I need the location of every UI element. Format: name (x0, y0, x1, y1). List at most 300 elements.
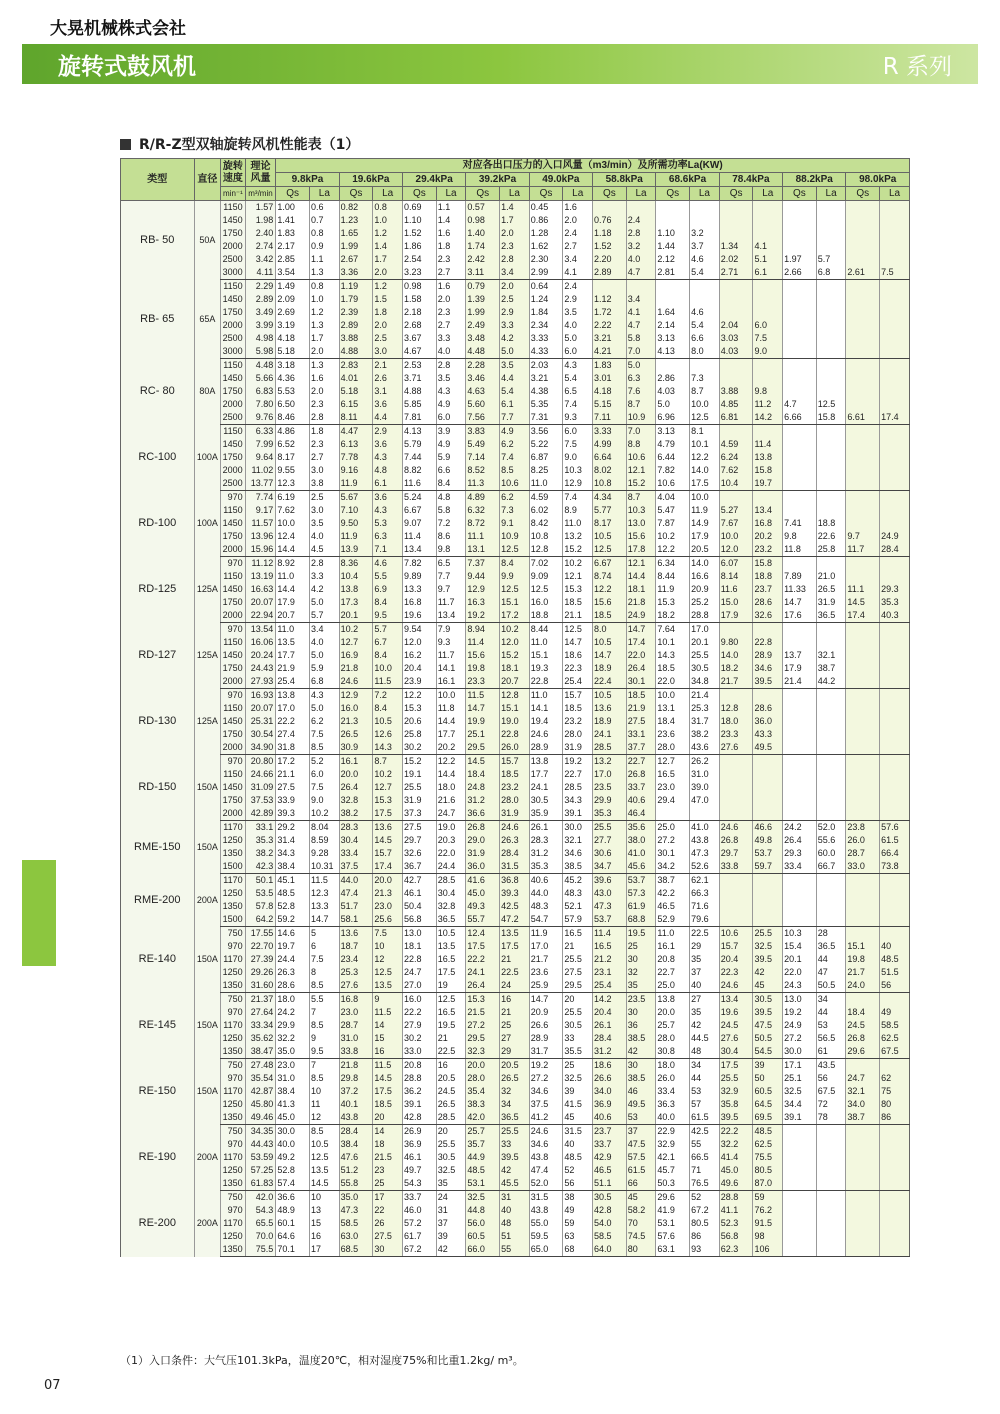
qs-cell (783, 293, 817, 306)
la-cell: 1.2 (310, 306, 340, 319)
la-cell: 5.0 (310, 702, 340, 715)
qs-cell: 28.6 (276, 979, 310, 993)
la-cell: 23 (373, 1164, 403, 1177)
la-cell: 3.4 (500, 266, 530, 280)
la-cell (816, 491, 846, 505)
qs-cell: 5.27 (719, 504, 753, 517)
qs-cell: 3.36 (339, 266, 373, 280)
qs-cell: 21.8 (339, 662, 373, 675)
la-cell (880, 623, 910, 637)
qs-cell: 3.13 (656, 332, 690, 345)
la-cell: 11.4 (753, 438, 783, 451)
la-cell: 23.2 (753, 543, 783, 557)
qs-cell: 5.22 (529, 438, 563, 451)
la-cell: 5.0 (310, 649, 340, 662)
qs-cell: 17.4 (846, 609, 880, 623)
qs-cell (783, 425, 817, 439)
la-cell: 40 (563, 1138, 593, 1151)
flow-cell: 34.35 (245, 1125, 276, 1139)
qs-cell: 21.2 (593, 953, 627, 966)
la-cell: 29.5 (563, 979, 593, 993)
la-cell: 3.4 (563, 253, 593, 266)
qs-cell (846, 570, 880, 583)
la-cell: 39 (563, 1085, 593, 1098)
qs-cell: 28.4 (593, 1032, 627, 1045)
la-cell: 9.3 (563, 411, 593, 425)
qs-cell: 12.2 (656, 543, 690, 557)
qs-cell (719, 306, 753, 319)
la-cell: 10.1 (690, 438, 720, 451)
speed-cell: 1150 (221, 570, 246, 583)
la-cell: 6.0 (436, 411, 466, 425)
qs-cell: 30.4 (339, 834, 373, 847)
qs-cell: 14.4 (276, 583, 310, 596)
qs-cell: 21.7 (529, 953, 563, 966)
la-cell: 62.1 (690, 874, 720, 888)
la-cell: 20 (436, 1125, 466, 1139)
la-cell: 70 (626, 1217, 656, 1230)
la-cell: 13.8 (753, 451, 783, 464)
la-cell (816, 557, 846, 571)
la-cell: 31.9 (500, 807, 530, 821)
table-row (121, 636, 910, 649)
la-cell: 13.5 (436, 940, 466, 953)
qs-cell: 13.5 (276, 636, 310, 649)
la-cell: 25.4 (563, 675, 593, 689)
la-cell: 17.5 (373, 807, 403, 821)
qs-cell: 11.8 (783, 543, 817, 557)
la-cell: 48 (690, 1045, 720, 1059)
qs-cell: 23.0 (276, 1059, 310, 1073)
la-cell: 16.6 (690, 570, 720, 583)
table-row (121, 1217, 910, 1230)
la-cell: 5.9 (436, 451, 466, 464)
qs-cell (593, 201, 627, 215)
qs-cell: 8.25 (529, 464, 563, 477)
qs-cell: 30.6 (593, 847, 627, 860)
la-cell (880, 227, 910, 240)
qs-cell: 6.07 (719, 557, 753, 571)
header-la: La (753, 187, 783, 201)
qs-cell: 24.6 (529, 1125, 563, 1139)
table-row (121, 993, 910, 1007)
qs-cell (846, 359, 880, 373)
table-row (121, 1032, 910, 1045)
qs-cell (719, 900, 753, 913)
la-cell: 75.5 (753, 1151, 783, 1164)
la-cell: 51.5 (880, 966, 910, 979)
la-cell: 1.7 (373, 253, 403, 266)
qs-cell: 52.8 (276, 900, 310, 913)
la-cell (880, 345, 910, 359)
qs-cell: 47.4 (529, 1164, 563, 1177)
la-cell: 57.6 (880, 821, 910, 835)
flow-cell: 9.64 (245, 451, 276, 464)
qs-cell: 3.33 (593, 425, 627, 439)
la-cell (753, 227, 783, 240)
qs-cell: 37.5 (339, 860, 373, 874)
la-cell: 15.2 (500, 649, 530, 662)
la-cell: 10.3 (563, 464, 593, 477)
qs-cell: 24.1 (529, 781, 563, 794)
la-cell: 24 (500, 979, 530, 993)
qs-cell: 20.4 (593, 1006, 627, 1019)
qs-cell: 12.4 (466, 927, 500, 941)
la-cell: 14 (373, 1019, 403, 1032)
la-cell: 25 (500, 1019, 530, 1032)
la-cell: 9.3 (436, 636, 466, 649)
la-cell: 15.6 (626, 530, 656, 543)
la-cell: 8.5 (310, 1125, 340, 1139)
la-cell (753, 491, 783, 505)
la-cell: 49 (880, 1006, 910, 1019)
qs-cell (846, 332, 880, 345)
qs-cell: 2.85 (276, 253, 310, 266)
qs-cell: 14.5 (846, 596, 880, 609)
la-cell (816, 1151, 846, 1164)
qs-cell: 1.62 (529, 240, 563, 253)
qs-cell (846, 794, 880, 807)
qs-cell: 30.0 (276, 1125, 310, 1139)
la-cell: 2.5 (373, 332, 403, 345)
flow-cell: 6.83 (245, 385, 276, 398)
la-cell: 14.7 (310, 913, 340, 927)
qs-cell: 29.5 (466, 1032, 500, 1045)
la-cell: 5.4 (500, 385, 530, 398)
qs-cell: 5.67 (339, 491, 373, 505)
la-cell: 8.8 (626, 438, 656, 451)
flow-cell: 24.43 (245, 662, 276, 675)
qs-cell (846, 1164, 880, 1177)
la-cell: 10.0 (436, 689, 466, 703)
qs-cell: 25.0 (656, 821, 690, 835)
qs-cell: 4.86 (276, 425, 310, 439)
la-cell (816, 781, 846, 794)
qs-cell: 38.7 (846, 1111, 880, 1125)
qs-cell: 4.63 (466, 385, 500, 398)
qs-cell: 8.82 (403, 464, 437, 477)
qs-cell (783, 359, 817, 373)
qs-cell: 33.8 (339, 1045, 373, 1059)
la-cell: 4.7 (626, 266, 656, 280)
la-cell: 2.0 (310, 345, 340, 359)
la-cell: 0.7 (310, 214, 340, 227)
la-cell (753, 372, 783, 385)
flow-cell: 5.66 (245, 372, 276, 385)
qs-cell: 5.60 (466, 398, 500, 411)
la-cell: 12.5 (563, 623, 593, 637)
flow-cell: 20.80 (245, 755, 276, 769)
qs-cell (846, 1059, 880, 1073)
la-cell: 5.4 (563, 372, 593, 385)
la-cell (816, 240, 846, 253)
la-cell: 44.2 (816, 675, 846, 689)
la-cell: 41.0 (690, 821, 720, 835)
qs-cell (719, 623, 753, 637)
qs-cell (846, 927, 880, 941)
qs-cell: 42.8 (593, 1204, 627, 1217)
qs-cell (783, 280, 817, 294)
qs-cell: 2.86 (656, 372, 690, 385)
la-cell: 9.5 (310, 1045, 340, 1059)
qs-cell: 38.7 (656, 874, 690, 888)
qs-cell: 9.89 (403, 570, 437, 583)
qs-cell: 7.64 (656, 623, 690, 637)
header-flow: 理论风量 (245, 159, 276, 187)
la-cell: 3.5 (310, 517, 340, 530)
model-type: RE-190 (121, 1125, 195, 1191)
qs-cell: 27.2 (529, 1072, 563, 1085)
qs-cell: 18.9 (593, 662, 627, 675)
la-cell: 17.5 (690, 477, 720, 491)
la-cell: 1.8 (310, 425, 340, 439)
qs-cell: 2.02 (719, 253, 753, 266)
qs-cell: 23.3 (719, 728, 753, 741)
qs-cell: 12.5 (529, 583, 563, 596)
flow-cell: 65.5 (245, 1217, 276, 1230)
qs-cell: 8.0 (593, 623, 627, 637)
la-cell: 0.8 (310, 280, 340, 294)
la-cell: 55 (690, 1138, 720, 1151)
qs-cell: 25.7 (656, 1019, 690, 1032)
product-title: 旋转式鼓风机 (58, 54, 196, 80)
qs-cell: 4.47 (339, 425, 373, 439)
model-type: RME-200 (121, 874, 195, 927)
la-cell: 2.8 (436, 359, 466, 373)
table-row (121, 201, 910, 215)
la-cell: 6.7 (373, 636, 403, 649)
la-cell: 21.3 (373, 887, 403, 900)
header-qs: Qs (339, 187, 373, 201)
la-cell: 24.9 (626, 609, 656, 623)
la-cell: 24.4 (436, 860, 466, 874)
la-cell: 19.0 (436, 821, 466, 835)
table-row (121, 1019, 910, 1032)
speed-cell: 1450 (221, 517, 246, 530)
la-cell: 2.7 (310, 451, 340, 464)
qs-cell: 39.5 (719, 1111, 753, 1125)
la-cell: 17.8 (626, 543, 656, 557)
la-cell: 37 (436, 1217, 466, 1230)
qs-cell (846, 306, 880, 319)
la-cell: 43.3 (753, 728, 783, 741)
qs-cell: 3.88 (719, 385, 753, 398)
la-cell: 14.3 (373, 741, 403, 755)
flow-cell: 4.98 (245, 332, 276, 345)
la-cell: 2.0 (563, 214, 593, 227)
la-cell: 3.6 (373, 491, 403, 505)
qs-cell: 13.8 (656, 993, 690, 1007)
qs-cell: 13.8 (529, 755, 563, 769)
la-cell: 69.5 (753, 1111, 783, 1125)
qs-cell: 5.85 (403, 398, 437, 411)
model-diameter: 100A (194, 491, 221, 557)
header-la: La (436, 187, 466, 201)
speed-cell: 1750 (221, 227, 246, 240)
la-cell: 98 (753, 1230, 783, 1243)
qs-cell: 22.2 (466, 953, 500, 966)
qs-cell: 13.2 (593, 755, 627, 769)
qs-cell: 2.71 (719, 266, 753, 280)
la-cell: 39.5 (753, 953, 783, 966)
la-cell: 14.0 (690, 464, 720, 477)
qs-cell (846, 293, 880, 306)
qs-cell (656, 359, 690, 373)
la-cell: 30 (373, 1243, 403, 1257)
la-cell: 44 (816, 953, 846, 966)
qs-cell: 39.1 (403, 1098, 437, 1111)
la-cell (880, 675, 910, 689)
qs-cell (656, 293, 690, 306)
qs-cell: 5.15 (593, 398, 627, 411)
qs-cell: 10.1 (656, 636, 690, 649)
qs-cell: 9.16 (339, 464, 373, 477)
la-cell: 34.8 (690, 675, 720, 689)
la-cell: 11.5 (373, 1059, 403, 1073)
qs-cell: 19.4 (529, 715, 563, 728)
speed-cell: 1750 (221, 728, 246, 741)
la-cell: 8.5 (310, 1072, 340, 1085)
la-cell: 35 (626, 979, 656, 993)
qs-cell: 21.8 (339, 1059, 373, 1073)
la-cell: 26.5 (500, 1072, 530, 1085)
qs-cell: 11.9 (656, 583, 690, 596)
table-row (121, 609, 910, 623)
la-cell: 48.5 (880, 953, 910, 966)
la-cell (880, 794, 910, 807)
la-cell (880, 741, 910, 755)
la-cell: 43.8 (690, 834, 720, 847)
speed-cell: 2000 (221, 319, 246, 332)
qs-cell: 4.01 (339, 372, 373, 385)
la-cell: 11.0 (563, 517, 593, 530)
qs-cell: 29.3 (783, 847, 817, 860)
qs-cell: 2.83 (339, 359, 373, 373)
qs-cell (783, 781, 817, 794)
table-row (121, 570, 910, 583)
la-cell: 10.3 (626, 504, 656, 517)
speed-cell: 1150 (221, 280, 246, 294)
header-pressure: 对应各出口压力的入口风量（m3/min）及所需功率La(KW) (276, 159, 910, 173)
la-cell: 42 (753, 966, 783, 979)
la-cell: 31 (500, 1191, 530, 1205)
la-cell: 15.8 (816, 411, 846, 425)
qs-cell: 14.2 (593, 993, 627, 1007)
flow-cell: 22.70 (245, 940, 276, 953)
qs-cell: 19.7 (276, 940, 310, 953)
qs-cell: 2.18 (403, 306, 437, 319)
la-cell: 1.1 (310, 253, 340, 266)
la-cell: 34 (816, 993, 846, 1007)
qs-cell: 3.19 (276, 319, 310, 332)
qs-cell: 26.1 (593, 1019, 627, 1032)
flow-cell: 25.31 (245, 715, 276, 728)
qs-cell: 3.11 (466, 266, 500, 280)
qs-cell: 25.5 (719, 1072, 753, 1085)
qs-cell: 10.6 (719, 927, 753, 941)
qs-cell: 17.9 (719, 609, 753, 623)
la-cell: 4.0 (310, 530, 340, 543)
table-row (121, 755, 910, 769)
la-cell: 3.3 (310, 570, 340, 583)
qs-cell: 3.48 (466, 332, 500, 345)
la-cell: 31.9 (816, 596, 846, 609)
table-row (121, 372, 910, 385)
speed-cell: 2500 (221, 253, 246, 266)
qs-cell (846, 319, 880, 332)
la-cell: 5.7 (373, 623, 403, 637)
la-cell: 5.3 (373, 517, 403, 530)
la-cell (880, 1191, 910, 1205)
la-cell: 17.4 (880, 411, 910, 425)
la-cell: 9.8 (436, 543, 466, 557)
qs-cell (846, 438, 880, 451)
qs-cell: 31.2 (529, 847, 563, 860)
qs-cell: 11.6 (719, 583, 753, 596)
qs-cell: 1.44 (656, 240, 690, 253)
qs-cell: 32.5 (783, 1085, 817, 1098)
qs-cell: 24.6 (339, 675, 373, 689)
qs-cell: 13.6 (339, 927, 373, 941)
la-cell (690, 293, 720, 306)
qs-cell: 28.0 (656, 1032, 690, 1045)
la-cell: 12 (310, 1111, 340, 1125)
la-cell (816, 900, 846, 913)
qs-cell: 51.1 (593, 1177, 627, 1191)
qs-cell: 25.3 (339, 966, 373, 979)
la-cell (880, 913, 910, 927)
la-cell: 91.5 (753, 1217, 783, 1230)
speed-cell: 2000 (221, 398, 246, 411)
header-qs: Qs (719, 187, 753, 201)
qs-cell: 13.0 (403, 927, 437, 941)
la-cell: 28.5 (436, 874, 466, 888)
la-cell: 8.5 (500, 464, 530, 477)
model-group (121, 425, 910, 491)
qs-cell: 5.79 (403, 438, 437, 451)
qs-cell: 51.2 (339, 1164, 373, 1177)
qs-cell (783, 319, 817, 332)
speed-cell: 750 (221, 1191, 246, 1205)
qs-cell: 30.8 (656, 1045, 690, 1059)
qs-cell: 13.4 (403, 543, 437, 557)
la-cell (880, 504, 910, 517)
qs-cell: 5.0 (656, 398, 690, 411)
la-cell: 30.5 (690, 662, 720, 675)
la-cell: 5.5 (310, 993, 340, 1007)
la-cell: 15 (310, 1217, 340, 1230)
la-cell: 4.6 (373, 557, 403, 571)
qs-cell: 21.7 (719, 675, 753, 689)
la-cell: 4.0 (436, 345, 466, 359)
qs-cell: 15.6 (593, 596, 627, 609)
table-row (121, 715, 910, 728)
qs-cell: 24.1 (466, 966, 500, 979)
la-cell: 61.5 (880, 834, 910, 847)
la-cell: 13.5 (310, 1164, 340, 1177)
la-cell: 8.4 (500, 557, 530, 571)
qs-cell: 9.8 (783, 530, 817, 543)
la-cell: 5.7 (310, 609, 340, 623)
flow-cell: 64.2 (245, 913, 276, 927)
qs-cell: 19.6 (719, 1006, 753, 1019)
header-la: La (690, 187, 720, 201)
qs-cell: 20.1 (783, 953, 817, 966)
qs-cell: 41.6 (466, 874, 500, 888)
speed-cell: 750 (221, 1059, 246, 1073)
qs-cell: 0.76 (593, 214, 627, 227)
qs-cell: 63.0 (339, 1230, 373, 1243)
